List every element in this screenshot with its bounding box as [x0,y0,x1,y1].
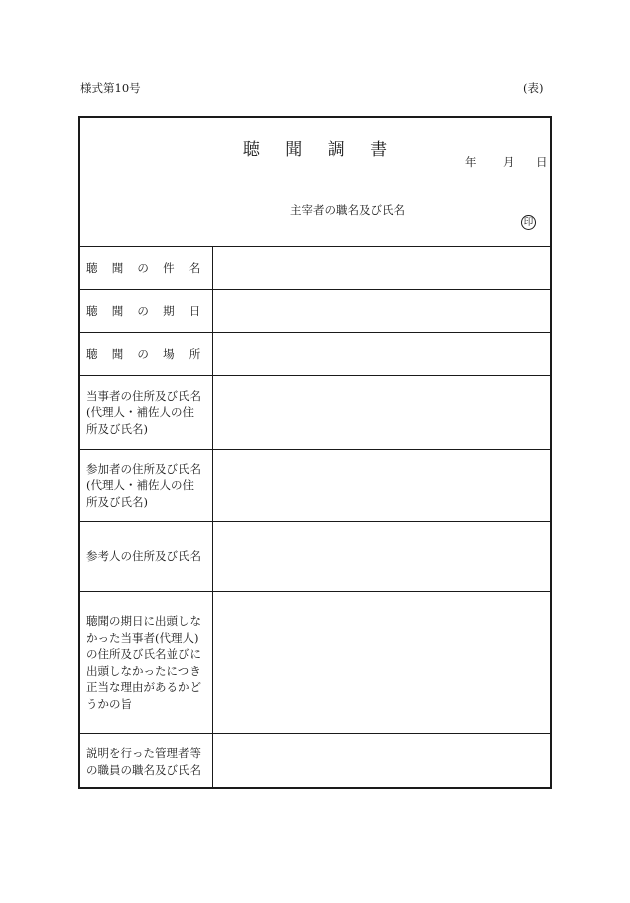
row-party-address [80,375,550,449]
row-label-cell [80,333,213,375]
field-absent-party[interactable] [214,592,550,733]
field-hearing-subject[interactable] [214,247,550,289]
row-label-absent-party: 聴聞の期日に出頭しな かった当事者(代理人) の住所及び氏名並びに 出頭しなかったにつき 正当な理由があるかど うかの旨 [86,614,201,711]
row-label-hearing-place: 聴聞の場所 [86,346,215,361]
row-label-party-address: 当事者の住所及び氏名 (代理人・補佐人の住 所及び氏名) [86,388,201,436]
date-day-label: 日 [536,155,548,169]
field-witness-address[interactable] [214,522,550,591]
row-participant-address [80,449,550,521]
row-label-explaining-staff: 説明を行った管理者等 の職員の職名及び氏名 [86,746,201,777]
row-label-participant-address: 参加者の住所及び氏名 (代理人・補佐人の住 所及び氏名) [86,461,201,509]
date-year-label: 年 [465,155,477,169]
field-party-address[interactable] [214,376,550,449]
field-hearing-place[interactable] [214,333,550,375]
seal-icon: 印 [521,215,536,230]
row-label-hearing-date: 聴聞の期日 [86,303,215,318]
row-label-cell [80,734,213,789]
side-label: (表) [523,81,544,95]
row-label-cell [80,450,213,521]
date-month-label: 月 [503,155,515,169]
row-hearing-date [80,289,550,332]
row-label-cell [80,247,213,289]
document-header [80,118,550,246]
field-explaining-staff[interactable] [214,734,550,789]
row-label-hearing-subject: 聴聞の件名 [86,260,215,275]
row-label-cell [80,376,213,449]
document-form [78,116,552,789]
row-witness-address [80,521,550,591]
field-participant-address[interactable] [214,450,550,521]
row-label-cell [80,592,213,733]
row-explaining-staff [80,733,550,789]
form-table [80,246,550,789]
row-label-cell [80,290,213,332]
document-title: 聴 聞 調 書 [242,140,398,160]
row-label-witness-address: 参考人の住所及び氏名 [86,549,201,564]
row-label-cell [80,522,213,591]
form-number: 様式第10号 [80,81,141,95]
row-hearing-subject [80,246,550,289]
field-hearing-date[interactable] [214,290,550,332]
row-hearing-place [80,332,550,375]
presider-name-label: 主宰者の職名及び氏名 [290,203,405,217]
row-absent-party [80,591,550,733]
